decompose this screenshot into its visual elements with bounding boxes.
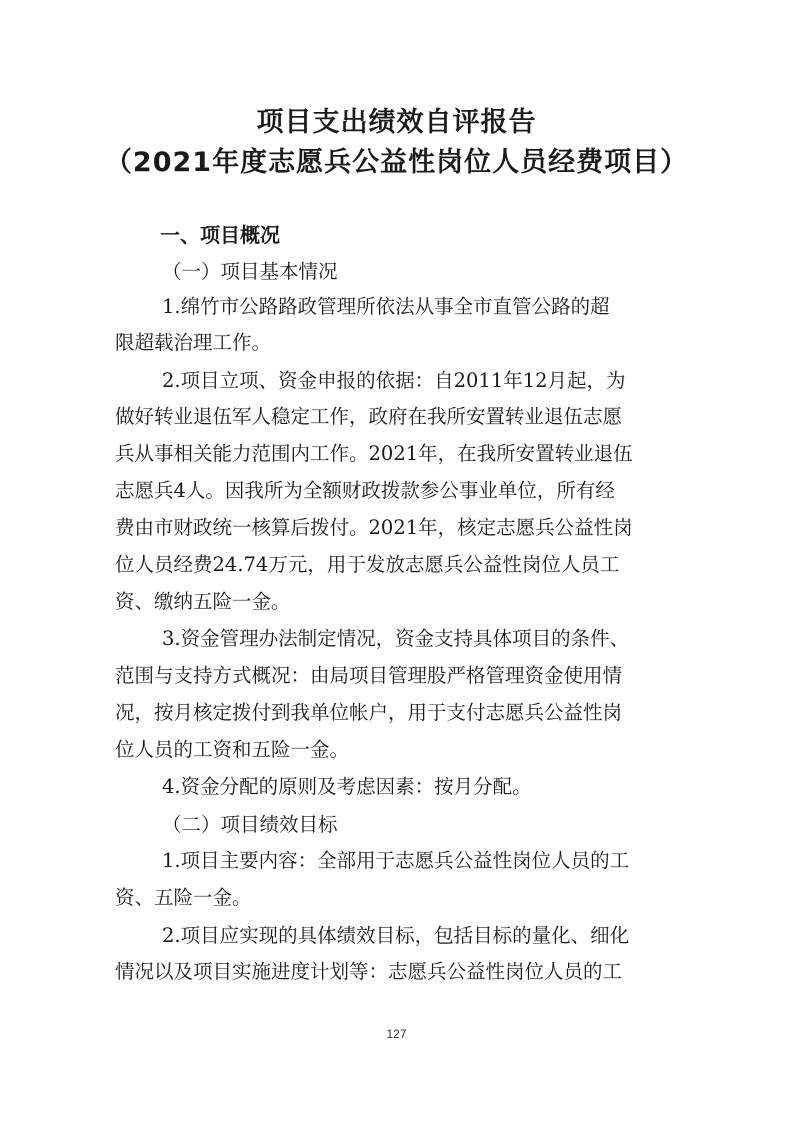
paragraph-line: 2.项目应实现的具体绩效目标，包括目标的量化、细化 [162, 924, 630, 947]
paragraph-line: 情况以及项目实施进度计划等：志愿兵公益性岗位人员的工 [115, 960, 623, 983]
paragraph-line: 4.资金分配的原则及考虑因素：按月分配。 [162, 775, 532, 798]
paragraph-line: 2.项目立项、资金申报的依据：自2011年12月起，为 [162, 369, 626, 392]
report-subtitle: （2021年度志愿兵公益性岗位人员经费项目） [104, 147, 689, 178]
paragraph-line: 做好转业退伍军人稳定工作，政府在我所安置转业退伍志愿 [115, 405, 623, 428]
paragraph-line: 志愿兵4人。因我所为全额财政拨款参公事业单位，所有经 [115, 479, 615, 502]
paragraph-line: 范围与支持方式概况：由局项目管理股严格管理资金使用情 [115, 664, 623, 687]
paragraph-line: 资、缴纳五险一金。 [115, 590, 291, 613]
paragraph-line: 位人员的工资和五险一金。 [115, 738, 350, 761]
paragraph-line: 位人员经费24.74万元，用于发放志愿兵公益性岗位人员工 [115, 553, 620, 576]
paragraph-line: 费由市财政统一核算后拨付。2021年，核定志愿兵公益性岗 [115, 516, 633, 539]
subsection-heading-basic-info: （一）项目基本情况 [162, 260, 338, 283]
paragraph-line: 限超载治理工作。 [115, 331, 272, 354]
page-number: 127 [386, 1027, 407, 1041]
section-heading-project-overview: 一、项目概况 [160, 223, 280, 247]
paragraph-line: 资、五险一金。 [115, 886, 252, 909]
report-title: 项目支出绩效自评报告 [256, 107, 537, 138]
paragraph-line: 3.资金管理办法制定情况，资金支持具体项目的条件、 [162, 627, 630, 650]
paragraph-line: 1.项目主要内容：全部用于志愿兵公益性岗位人员的工 [162, 849, 630, 872]
paragraph-line: 1.绵竹市公路路政管理所依法从事全市直管公路的超 [162, 295, 610, 318]
paragraph-line: 兵从事相关能力范围内工作。2021年，在我所安置转业退伍 [115, 442, 633, 465]
subsection-heading-performance-goals: （二）项目绩效目标 [162, 813, 338, 836]
paragraph-line: 况，按月核定拨付到我单位帐户，用于支付志愿兵公益性岗 [115, 701, 623, 724]
